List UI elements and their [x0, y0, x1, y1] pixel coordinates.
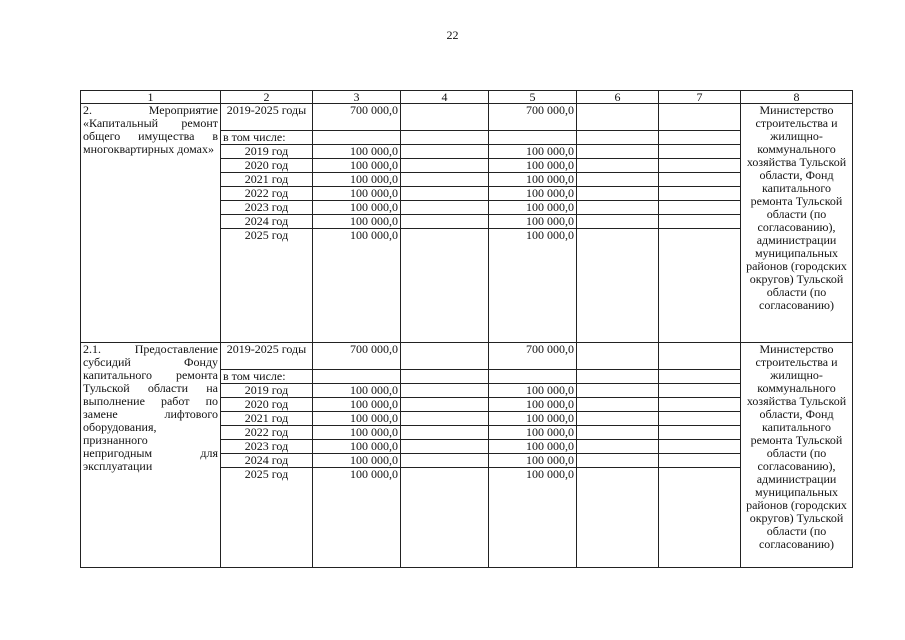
col-header-3: 3 [313, 91, 401, 104]
empty-cell [313, 242, 401, 343]
empty-cell [401, 229, 489, 243]
empty-cell [577, 242, 659, 343]
empty-cell [577, 454, 659, 468]
including-label: в том числе: [221, 131, 313, 145]
amount-col3-cell: 100 000,0 [313, 440, 401, 454]
empty-cell [577, 343, 659, 370]
empty-cell [577, 131, 659, 145]
amount-col3-cell: 100 000,0 [313, 159, 401, 173]
empty-cell [401, 104, 489, 131]
amount-col5-cell: 100 000,0 [489, 173, 577, 187]
empty-cell [659, 229, 741, 243]
col-header-6: 6 [577, 91, 659, 104]
empty-cell [577, 159, 659, 173]
page-number: 22 [446, 28, 459, 42]
amount-col3-cell: 100 000,0 [313, 468, 401, 482]
empty-cell [489, 242, 577, 343]
empty-cell [489, 131, 577, 145]
empty-cell [577, 398, 659, 412]
year-cell: 2024 год [221, 454, 313, 468]
year-cell: 2024 год [221, 215, 313, 229]
year-cell: 2023 год [221, 201, 313, 215]
amount-col5-cell: 100 000,0 [489, 440, 577, 454]
amount-col5-cell: 100 000,0 [489, 201, 577, 215]
empty-cell [659, 159, 741, 173]
period-cell: 2019-2025 годы [221, 104, 313, 131]
amount-col3-cell: 100 000,0 [313, 426, 401, 440]
empty-cell [401, 384, 489, 398]
empty-cell [313, 131, 401, 145]
empty-cell [489, 370, 577, 384]
empty-cell [401, 242, 489, 343]
empty-cell [401, 343, 489, 370]
empty-cell [659, 201, 741, 215]
total-col5-cell: 700 000,0 [489, 343, 577, 370]
empty-cell [401, 131, 489, 145]
year-cell: 2022 год [221, 426, 313, 440]
empty-cell [659, 104, 741, 131]
amount-col3-cell: 100 000,0 [313, 215, 401, 229]
col-header-5: 5 [489, 91, 577, 104]
empty-cell [577, 215, 659, 229]
executor-cell: Министерство строительства и жилищно-коммунального хозяйства Тульской области, Фонд капитального ремонта Тульской области (по согласованию), администрации муниципальных районов (городских округов) Тульской области (по согласованию) [741, 104, 853, 343]
empty-cell [401, 454, 489, 468]
executor-cell: Министерство строительства и жилищно-коммунального хозяйства Тульской области, Фонд капитального ремонта Тульской области (по согласованию), администрации муниципальных районов (городских округов) Тульской области (по согласованию) [741, 343, 853, 568]
amount-col3-cell: 100 000,0 [313, 187, 401, 201]
empty-cell [401, 159, 489, 173]
activity-name: 2. Мероприятие «Капитальный ремонт общего имущества в многоквартирных домах» [81, 104, 221, 343]
empty-cell [659, 131, 741, 145]
empty-cell [401, 215, 489, 229]
empty-cell [401, 173, 489, 187]
total-cell: 700 000,0 [313, 104, 401, 131]
empty-cell [577, 384, 659, 398]
amount-col5-cell: 100 000,0 [489, 159, 577, 173]
total-cell: 700 000,0 [313, 343, 401, 370]
column-number-row [81, 91, 853, 104]
block-row [81, 343, 853, 370]
empty-cell [659, 215, 741, 229]
empty-cell [577, 173, 659, 187]
col-header-8: 8 [741, 91, 853, 104]
year-cell: 2022 год [221, 187, 313, 201]
year-cell: 2020 год [221, 159, 313, 173]
year-cell: 2021 год [221, 173, 313, 187]
col-header-7: 7 [659, 91, 741, 104]
year-cell: 2023 год [221, 440, 313, 454]
amount-col5-cell: 100 000,0 [489, 384, 577, 398]
empty-cell [577, 426, 659, 440]
amount-col5-cell: 100 000,0 [489, 187, 577, 201]
empty-cell [401, 426, 489, 440]
program-table [80, 90, 853, 568]
empty-cell [659, 145, 741, 159]
period-cell: 2019-2025 годы [221, 343, 313, 370]
empty-cell [577, 229, 659, 243]
empty-cell [577, 187, 659, 201]
year-cell: 2025 год [221, 229, 313, 243]
empty-cell [313, 481, 401, 568]
amount-col3-cell: 100 000,0 [313, 201, 401, 215]
empty-cell [659, 481, 741, 568]
amount-col5-cell: 100 000,0 [489, 454, 577, 468]
empty-cell [401, 398, 489, 412]
empty-cell [401, 481, 489, 568]
amount-col3-cell: 100 000,0 [313, 145, 401, 159]
amount-col5-cell: 100 000,0 [489, 215, 577, 229]
empty-cell [577, 201, 659, 215]
empty-cell [401, 412, 489, 426]
amount-col5-cell: 100 000,0 [489, 412, 577, 426]
year-cell: 2019 год [221, 145, 313, 159]
empty-cell [577, 104, 659, 131]
empty-cell [659, 242, 741, 343]
empty-cell [659, 343, 741, 370]
empty-cell [659, 398, 741, 412]
amount-col5-cell: 100 000,0 [489, 145, 577, 159]
amount-col3-cell: 100 000,0 [313, 398, 401, 412]
year-cell: 2020 год [221, 398, 313, 412]
empty-cell [401, 187, 489, 201]
empty-cell [313, 370, 401, 384]
empty-cell [577, 145, 659, 159]
empty-cell [577, 370, 659, 384]
empty-cell [401, 468, 489, 482]
year-cell: 2019 год [221, 384, 313, 398]
activity-name: 2.1. Предоставление субсидий Фонду капитального ремонта Тульской области на выполнение работ по замене лифтового оборудования, признанного непригодным для эксплуатации [81, 343, 221, 568]
empty-cell [221, 481, 313, 568]
year-cell: 2021 год [221, 412, 313, 426]
amount-col5-cell: 100 000,0 [489, 468, 577, 482]
empty-cell [577, 468, 659, 482]
amount-col5-cell: 100 000,0 [489, 426, 577, 440]
col-header-1: 1 [81, 91, 221, 104]
empty-cell [577, 440, 659, 454]
empty-cell [401, 370, 489, 384]
year-cell: 2025 год [221, 468, 313, 482]
amount-col5-cell: 100 000,0 [489, 398, 577, 412]
block-row [81, 104, 853, 131]
empty-cell [659, 426, 741, 440]
empty-cell [659, 384, 741, 398]
empty-cell [659, 440, 741, 454]
empty-cell [489, 481, 577, 568]
empty-cell [401, 145, 489, 159]
empty-cell [221, 242, 313, 343]
empty-cell [659, 454, 741, 468]
empty-cell [577, 481, 659, 568]
including-label: в том числе: [221, 370, 313, 384]
amount-col3-cell: 100 000,0 [313, 173, 401, 187]
empty-cell [659, 412, 741, 426]
empty-cell [659, 370, 741, 384]
empty-cell [659, 173, 741, 187]
amount-col3-cell: 100 000,0 [313, 384, 401, 398]
amount-col3-cell: 100 000,0 [313, 412, 401, 426]
col-header-4: 4 [401, 91, 489, 104]
col-header-2: 2 [221, 91, 313, 104]
empty-cell [577, 412, 659, 426]
amount-col5-cell: 100 000,0 [489, 229, 577, 243]
amount-col3-cell: 100 000,0 [313, 229, 401, 243]
total-col5-cell: 700 000,0 [489, 104, 577, 131]
empty-cell [659, 187, 741, 201]
empty-cell [401, 440, 489, 454]
amount-col3-cell: 100 000,0 [313, 454, 401, 468]
empty-cell [401, 201, 489, 215]
empty-cell [659, 468, 741, 482]
